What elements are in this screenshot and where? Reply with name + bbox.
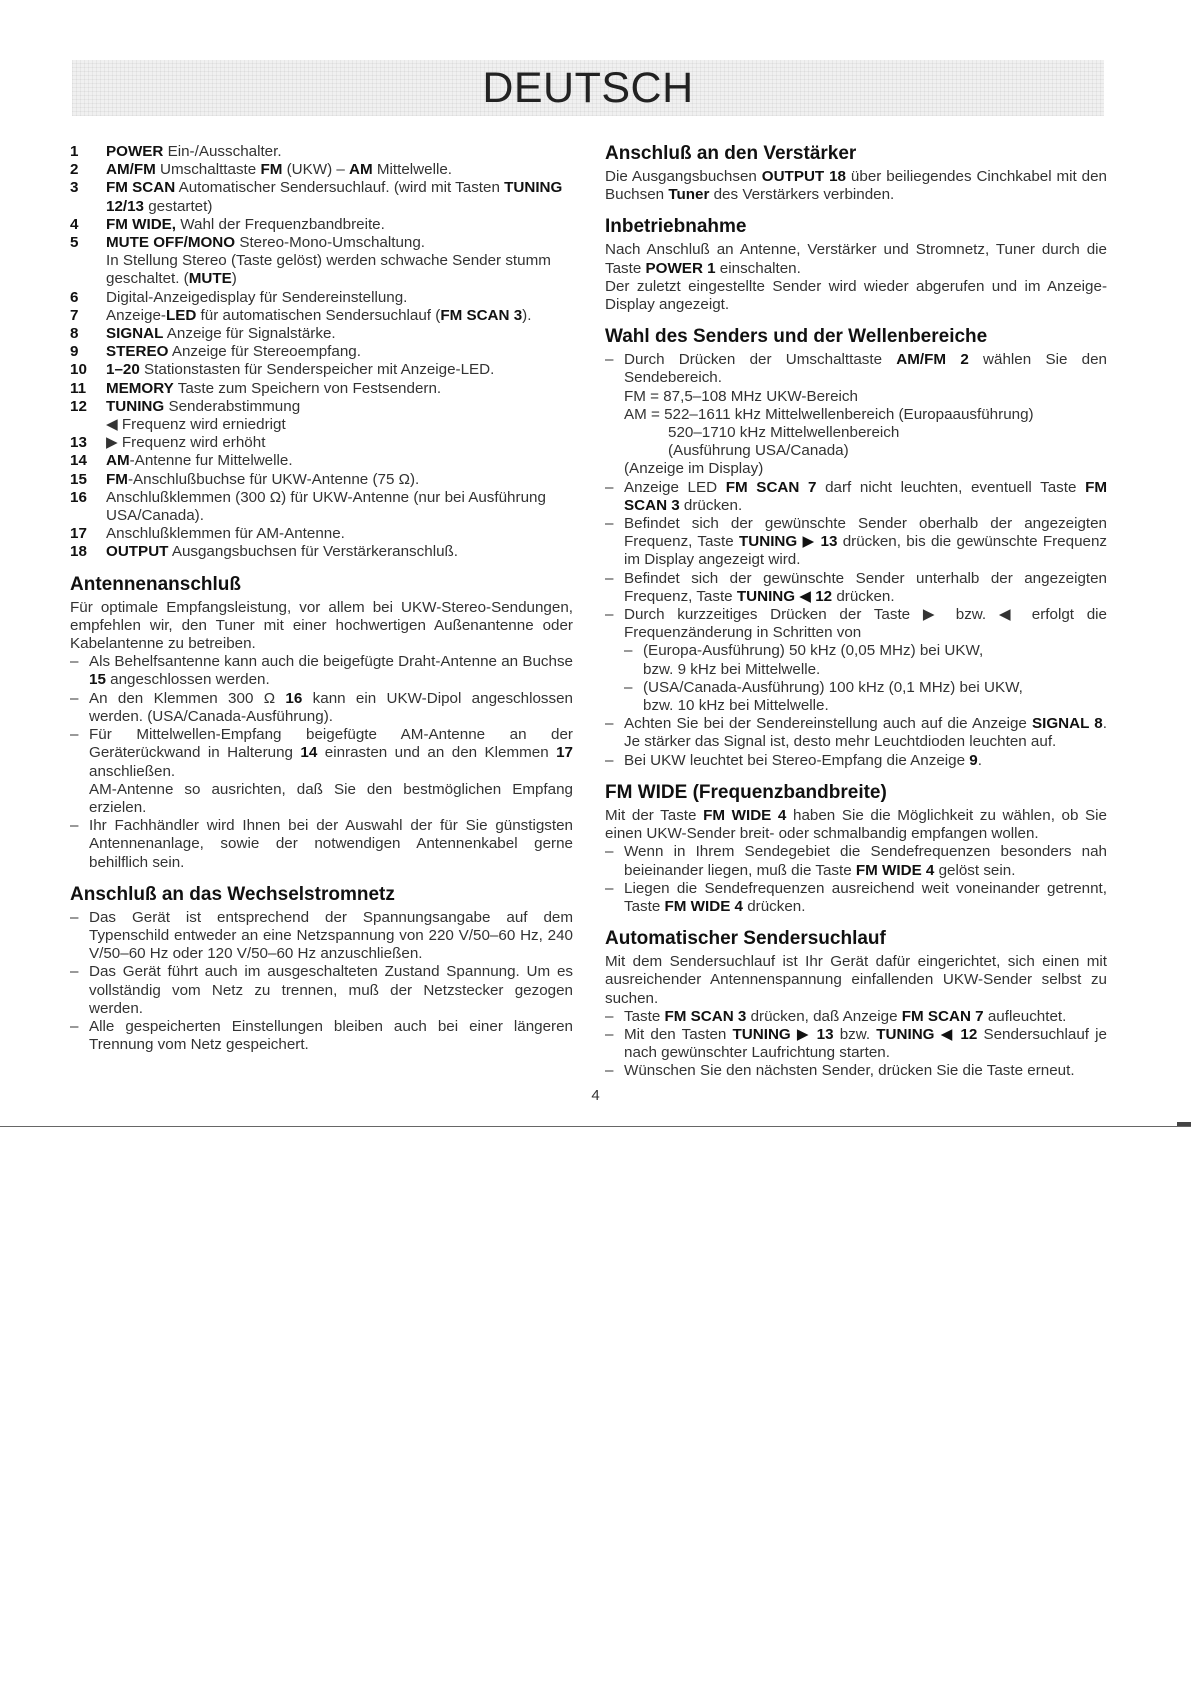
- startup-text: Nach Anschluß an Antenne, Verstärker und Stromnetz, Tuner durch die Taste POWER 1 einschalten.: [605, 241, 1107, 277]
- edge-mark: [1177, 1122, 1191, 1126]
- list-item: – Taste FM SCAN 3 drücken, daß Anzeige FM SCAN 7 aufleuchtet.: [605, 1007, 1067, 1025]
- list-item: – An den Klemmen 300 Ω 16 kann ein UKW-Dipol angeschlossen werden. (USA/Canada-Ausführung).: [70, 689, 573, 725]
- list-item: 13 ▶ Frequenz wird erhöht: [70, 434, 266, 452]
- list-item: – Achten Sie bei der Sendereinstellung auch auf die Anzeige SIGNAL 8. Je stärker das Signal ist, desto mehr Leuchtdioden leuchten auf.: [605, 715, 1107, 751]
- list-item: 7 Anzeige-LED für automatischen Sendersuchlauf (FM SCAN 3).: [70, 306, 532, 324]
- list-item: 8 SIGNAL Anzeige für Signalstärke.: [70, 325, 336, 343]
- antenna-heading: Antennenanschluß: [70, 573, 242, 595]
- list-item: 17 Anschlußklemmen für AM-Antenne.: [70, 525, 345, 543]
- list-item: – Befindet sich der gewünschte Sender unterhalb der angezeigten Frequenz, Taste TUNING ◀ 12 drücken.: [605, 569, 1107, 605]
- band-am-usa: 520–1710 kHz Mittelwellenbereich: [668, 424, 900, 442]
- amplifier-text: Die Ausgangsbuchsen OUTPUT 18 über beiliegendes Cinchkabel mit den Buchsen Tuner des Verstärkers verbinden.: [605, 168, 1107, 204]
- page-banner: [72, 60, 1104, 116]
- autoscan-intro: Mit dem Sendersuchlauf ist Ihr Gerät dafür eingerichtet, sich einen mit ausreichender Antennenspannung einfallenden UKW-Sender selbst zu suchen.: [605, 953, 1107, 1007]
- list-item: – (USA/Canada-Ausführung) 100 kHz (0,1 MHz) bei UKW, bzw. 10 kHz bei Mittelwelle.: [624, 678, 1023, 715]
- page-number: 4: [591, 1087, 600, 1104]
- left-column: [70, 143, 573, 1054]
- selection-heading: Wahl des Senders und der Wellenbereiche: [605, 326, 988, 348]
- list-item: – Das Gerät führt auch im ausgeschalteten Zustand Spannung. Um es vollständig vom Netz zu trennen, muß der Netzstecker gezogen werden.: [70, 963, 573, 1017]
- list-item: – Bei UKW leuchtet bei Stereo-Empfang die Anzeige 9.: [605, 751, 982, 769]
- list-item: – Durch Drücken der Umschalttaste AM/FM 2 wählen Sie den Sendebereich.: [605, 351, 1107, 387]
- list-item: 16 Anschlußklemmen (300 Ω) für UKW-Antenne (nur bei Ausführung USA/Canada).: [70, 488, 546, 525]
- band-fm: FM = 87,5–108 MHz UKW-Bereich: [624, 387, 858, 405]
- list-item: – Liegen die Sendefrequenzen ausreichend weit voneinander getrennt, Taste FM WIDE 4 drücken.: [605, 879, 1107, 915]
- list-item: – Ihr Fachhändler wird Ihnen bei der Auswahl der für Sie günstigsten Antennenanlage, sowie der notwendigen Antennenkabel gerne behilflich sein.: [70, 817, 573, 871]
- list-item: – (Europa-Ausführung) 50 kHz (0,05 MHz) bei UKW, bzw. 9 kHz bei Mittelwelle.: [624, 642, 984, 678]
- fold-line: [0, 1126, 1191, 1127]
- display-note: (Anzeige im Display): [624, 460, 764, 478]
- band-am: AM = 522–1611 kHz Mittelwellenbereich (Europaausführung): [624, 405, 1034, 423]
- list-item: 4 FM WIDE, Wahl der Frequenzbandbreite.: [70, 215, 385, 233]
- list-item: – Das Gerät ist entsprechend der Spannungsangabe auf dem Typenschild entweder an eine Netzspannung von 220 V/50–60 Hz, 240 V/50–60 Hz oder 120 V/50–60 Hz anzuschließen.: [70, 908, 573, 963]
- list-item: – Alle gespeicherten Einstellungen bleiben auch bei einer längeren Trennung vom Netz gespeichert.: [70, 1017, 573, 1054]
- list-item: – Für Mittelwellen-Empfang beigefügte AM-Antenne an der Geräterückwand in Halterung 14 einrasten und an den Klemmen 17 anschließen. AM-Antenne so ausrichten, daß Sie den bestmöglichen Empfang erzielen.: [70, 726, 574, 816]
- list-item: – Befindet sich der gewünschte Sender oberhalb der angezeigten Frequenz, Taste TUNING ▶ 13 drücken, bis die gewünschte Frequenz im Display angezeigt wird.: [605, 515, 1107, 569]
- list-item: 14 AM-Antenne fur Mittelwelle.: [70, 452, 293, 470]
- list-item: 18 OUTPUT Ausgangsbuchsen für Verstärkeranschluß.: [70, 543, 459, 561]
- list-item: 1 POWER Ein-/Ausschalter.: [70, 143, 282, 160]
- mains-heading: Anschluß an das Wechselstromnetz: [70, 883, 395, 905]
- list-item: 5 MUTE OFF/MONO Stereo-Mono-Umschaltung. In Stellung Stereo (Taste gelöst) werden schwache Sender stumm geschaltet. (MUTE): [70, 234, 551, 288]
- list-item: 3 FM SCAN Automatischer Sendersuchlauf. (wird mit Tasten TUNING 12/13 gestartet): [70, 179, 563, 215]
- list-item: 6 Digital-Anzeigedisplay für Sendereinstellung.: [70, 288, 408, 306]
- page-title: DEUTSCH: [482, 64, 694, 112]
- fmwide-text: Mit der Taste FM WIDE 4 haben Sie die Möglichkeit zu wählen, ob Sie einen UKW-Sender breit- oder schmalbandig empfangen wollen.: [605, 806, 1107, 843]
- startup-heading: Inbetriebnahme: [605, 216, 747, 238]
- controls-list: [70, 143, 573, 562]
- list-item: 2 AM/FM Umschalttaste FM (UKW) – AM Mittelwelle.: [70, 161, 453, 179]
- list-item: – Durch kurzzeitiges Drücken der Taste ▶ bzw. ◀ erfolgt die Frequenzänderung in Schritten von: [605, 606, 1107, 642]
- right-column: [605, 143, 1107, 1081]
- list-item: 11 MEMORY Taste zum Speichern von Festsendern.: [70, 379, 442, 397]
- list-item: 9 STEREO Anzeige für Stereoempfang.: [70, 343, 361, 361]
- list-item: – Anzeige LED FM SCAN 7 darf nicht leuchten, eventuell Taste FM SCAN 3 drücken.: [605, 478, 1107, 514]
- list-item: – Wünschen Sie den nächsten Sender, drücken Sie die Taste erneut.: [605, 1062, 1075, 1080]
- list-item: 10 1–20 Stationstasten für Senderspeicher mit Anzeige-LED.: [70, 361, 495, 379]
- startup-text-2: Der zuletzt eingestellte Sender wird wieder abgerufen und im Anzeige-Display angezeigt.: [605, 277, 1107, 314]
- autoscan-heading: Automatischer Sendersuchlauf: [605, 928, 886, 950]
- list-item: – Als Behelfsantenne kann auch die beigefügte Draht-Antenne an Buchse 15 angeschlossen werden.: [70, 653, 573, 689]
- band-am-usa-note: (Ausführung USA/Canada): [668, 442, 849, 460]
- list-item: 15 FM-Anschlußbuchse für UKW-Antenne (75 Ω).: [70, 470, 420, 488]
- list-item: 12 TUNING Senderabstimmung ◀ Frequenz wird erniedrigt: [70, 397, 301, 434]
- fmwide-heading: FM WIDE (Frequenzbandbreite): [605, 781, 887, 803]
- list-item: – Mit den Tasten TUNING ▶ 13 bzw. TUNING ◀ 12 Sendersuchlauf je nach gewünschter Laufrichtung starten.: [605, 1025, 1107, 1062]
- antenna-intro: Für optimale Empfangsleistung, vor allem bei UKW-Stereo-Sendungen, empfehlen wir, den Tuner mit einer hochwertigen Außenantenne oder Kabelantenne zu betreiben.: [70, 598, 573, 653]
- list-item: – Wenn in Ihrem Sendegebiet die Sendefrequenzen besonders nah beieinander liegen, muß die Taste FM WIDE 4 gelöst sein.: [605, 843, 1107, 879]
- amplifier-heading: Anschluß an den Verstärker: [605, 143, 857, 164]
